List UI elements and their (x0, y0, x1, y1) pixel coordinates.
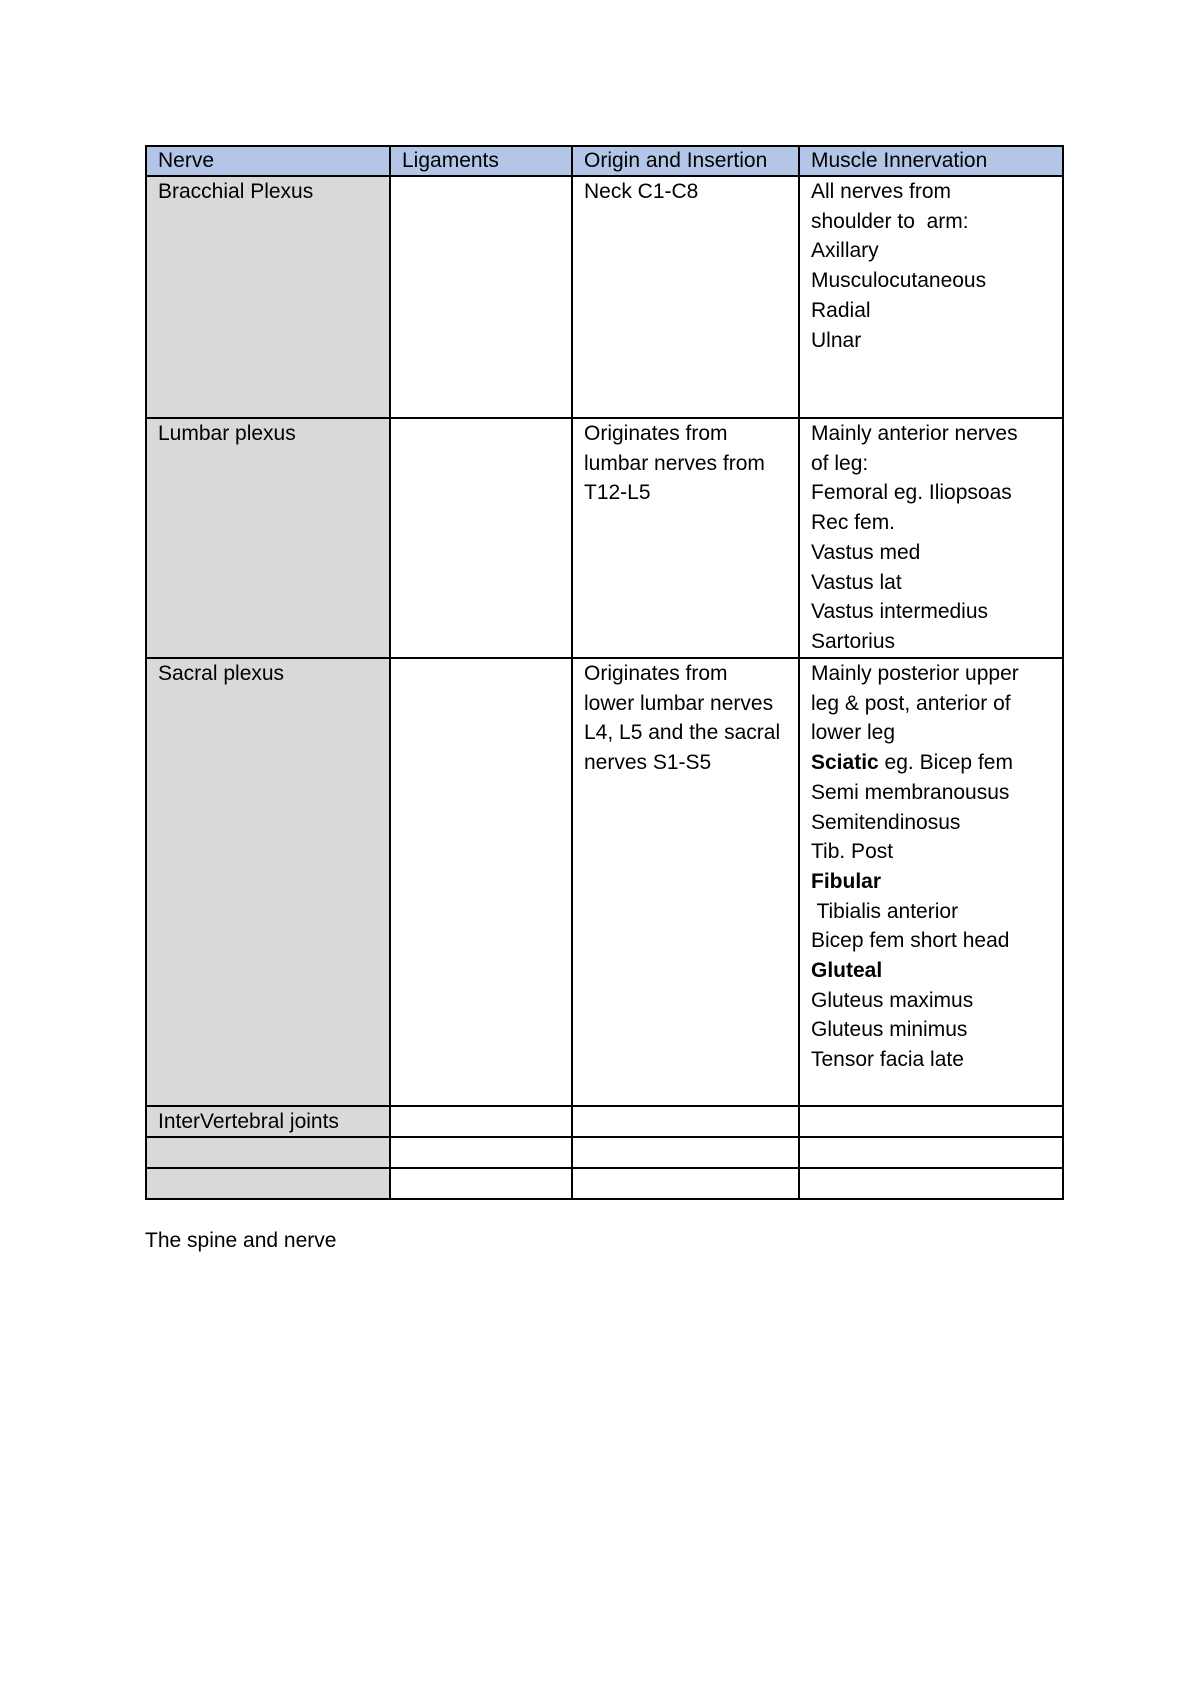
innervation-text: eg. Bicep fem (878, 751, 1013, 775)
origin-line: lumbar nerves from (584, 451, 765, 475)
ligaments-cell (390, 658, 572, 1106)
innervation-line: shoulder to arm: (811, 209, 969, 233)
ligaments-cell (390, 1168, 572, 1199)
origin-line: nerves S1-S5 (584, 751, 712, 775)
innervation-line: Rec fem. (811, 511, 896, 535)
innervation-line: Vastus med (811, 540, 921, 564)
table-row (146, 418, 1063, 658)
muscle-innervation-cell (799, 1137, 1063, 1168)
nerve-cell (146, 1137, 390, 1168)
header-origin-insertion: Origin and Insertion (572, 146, 799, 176)
table-body (146, 176, 1063, 1199)
nerve-cell: Bracchial Plexus (146, 176, 390, 418)
innervation-line: Semi membranousus (811, 780, 1010, 804)
table-row (146, 1106, 1063, 1137)
origin-insertion-cell (572, 658, 799, 1106)
nerve-branch-label: Gluteal (811, 959, 883, 983)
nerve-cell: Lumbar plexus (146, 418, 390, 658)
innervation-line: Radial (811, 298, 871, 322)
innervation-line: Bicep fem short head (811, 929, 1010, 953)
innervation-line: Gluteus maximus (811, 988, 974, 1012)
table-row (146, 1168, 1063, 1199)
innervation-line: Tibialis anterior (811, 899, 959, 923)
origin-insertion-cell (572, 176, 799, 418)
muscle-innervation-cell (799, 418, 1063, 658)
innervation-line: Musculocutaneous (811, 269, 987, 293)
origin-insertion-cell (572, 1106, 799, 1137)
origin-line: L4, L5 and the sacral (584, 721, 781, 745)
muscle-innervation-cell (799, 1106, 1063, 1137)
table-header-row (146, 146, 1063, 176)
table-row (146, 1137, 1063, 1168)
document-caption: The spine and nerve (145, 1229, 337, 1252)
innervation-line (811, 956, 1058, 986)
innervation-line: lower leg (811, 721, 896, 745)
muscle-innervation-cell (799, 658, 1063, 1106)
innervation-line: Tensor facia late (811, 1048, 964, 1072)
table-row (146, 658, 1063, 1106)
innervation-line: Gluteus minimus (811, 1018, 968, 1042)
nerve-branch-label: Fibular (811, 869, 882, 893)
innervation-line (811, 748, 1058, 778)
header-nerve: Nerve (146, 146, 390, 176)
muscle-innervation-cell (799, 176, 1063, 418)
header-ligaments: Ligaments (390, 146, 572, 176)
origin-insertion-cell (572, 1168, 799, 1199)
nerve-cell (146, 1168, 390, 1199)
nerve-cell: InterVertebral joints (146, 1106, 390, 1137)
innervation-line: of leg: (811, 451, 869, 475)
muscle-innervation-cell (799, 1168, 1063, 1199)
origin-insertion-cell (572, 1137, 799, 1168)
origin-line: T12-L5 (584, 481, 651, 505)
ligaments-cell (390, 1137, 572, 1168)
origin-insertion-cell (572, 418, 799, 658)
innervation-line: Mainly anterior nerves (811, 422, 1018, 445)
innervation-line: Tib. Post (811, 840, 894, 864)
innervation-line: All nerves from (811, 180, 952, 203)
header-muscle-innervation: Muscle Innervation (799, 146, 1063, 176)
innervation-line: Ulnar (811, 328, 862, 352)
ligaments-cell (390, 418, 572, 658)
innervation-line: Sartorius (811, 629, 896, 653)
origin-line: Originates from (584, 662, 728, 685)
ligaments-cell (390, 1106, 572, 1137)
nerve-cell: Sacral plexus (146, 658, 390, 1106)
nerve-branch-label: Sciatic (811, 751, 879, 775)
innervation-line (811, 867, 1058, 897)
origin-line: Neck C1-C8 (584, 180, 699, 203)
innervation-line: Axillary (811, 239, 879, 263)
innervation-line: leg & post, anterior of (811, 691, 1011, 715)
innervation-line: Vastus intermedius (811, 600, 989, 624)
table-row (146, 176, 1063, 418)
origin-line: lower lumbar nerves (584, 691, 774, 715)
nerve-table (145, 145, 1064, 1200)
innervation-line: Vastus lat (811, 570, 902, 594)
innervation-line: Semitendinosus (811, 810, 961, 834)
ligaments-cell (390, 176, 572, 418)
origin-line: Originates from (584, 422, 728, 445)
innervation-line: Mainly posterior upper (811, 662, 1019, 685)
innervation-line: Femoral eg. Iliopsoas (811, 481, 1012, 505)
